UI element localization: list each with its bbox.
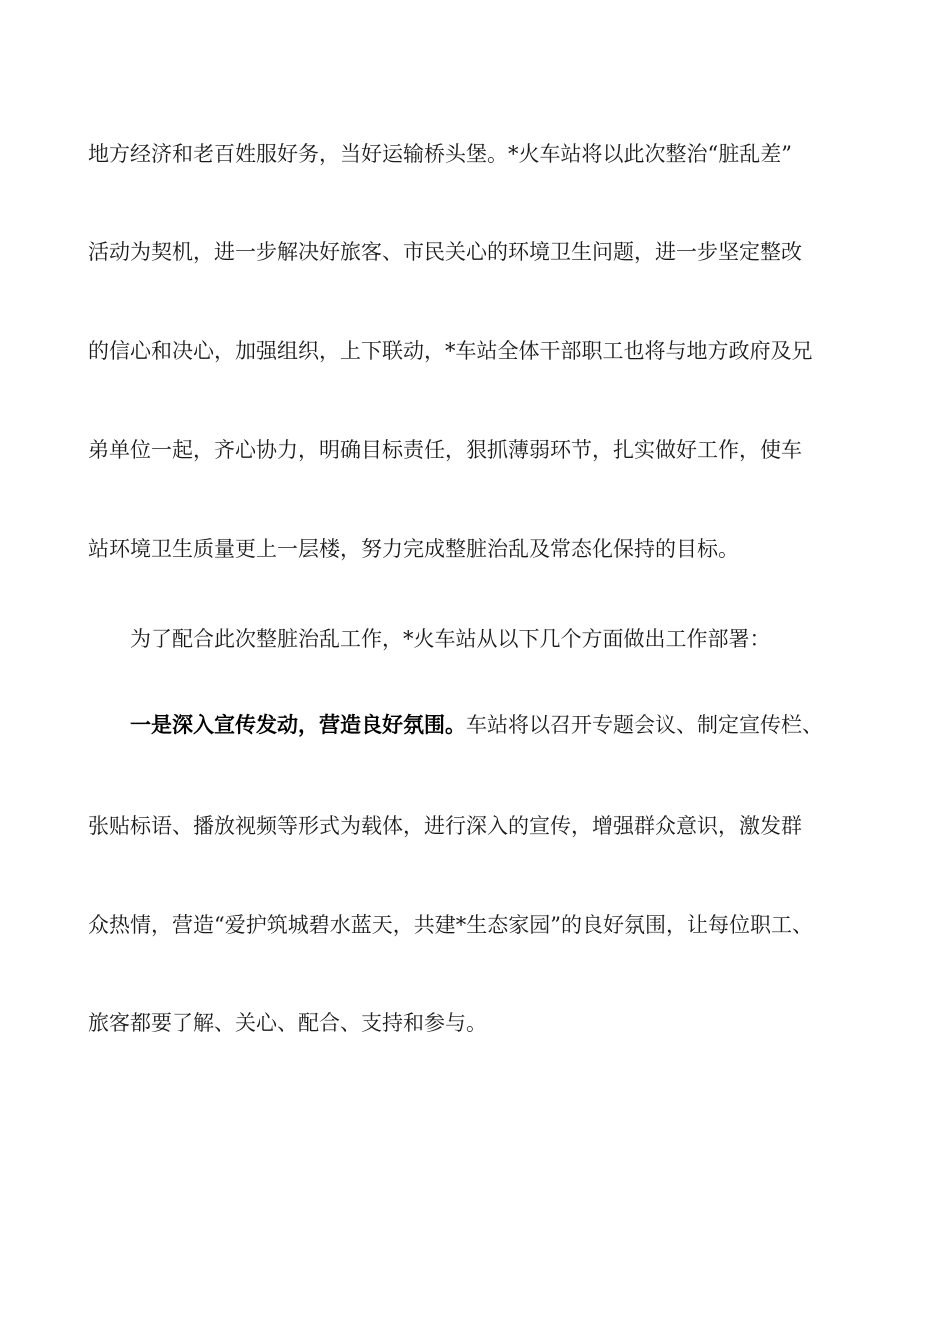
paragraph-line: 活动为契机，进一步解决好旅客、市民关心的环境卫生问题，进一步坚定整改: [88, 240, 802, 264]
paragraph-line: 旅客都要了解、关心、配合、支持和参与。: [88, 1011, 487, 1035]
section-text: 车站将以召开专题会议、制定宣传栏、: [466, 713, 823, 737]
paragraph-line: 弟单位一起，齐心协力，明确目标责任，狠抓薄弱环节，扎实做好工作，使车: [88, 438, 802, 462]
paragraph-line: 的信心和决心，加强组织，上下联动，*车站全体干部职工也将与地方政府及兄: [88, 339, 813, 363]
section-heading: 一是深入宣传发动，营造良好氛围。: [130, 712, 466, 737]
paragraph-line: 地方经济和老百姓服好务，当好运输桥头堡。*火车站将以此次整治“脏乱差”: [88, 142, 792, 166]
paragraph-line: 张贴标语、播放视频等形式为载体，进行深入的宣传，增强群众意识，激发群: [88, 814, 802, 838]
section-one-first-line: [130, 711, 880, 739]
paragraph-line: 站环境卫生质量更上一层楼，努力完成整脏治乱及常态化保持的目标。: [88, 537, 739, 561]
paragraph-intro: 为了配合此次整脏治乱工作，*火车站从以下几个方面做出工作部署：: [130, 627, 771, 651]
paragraph-line: 众热情，营造“爱护筑城碧水蓝天，共建*生态家园”的良好氛围，让每位职工、: [88, 913, 813, 937]
